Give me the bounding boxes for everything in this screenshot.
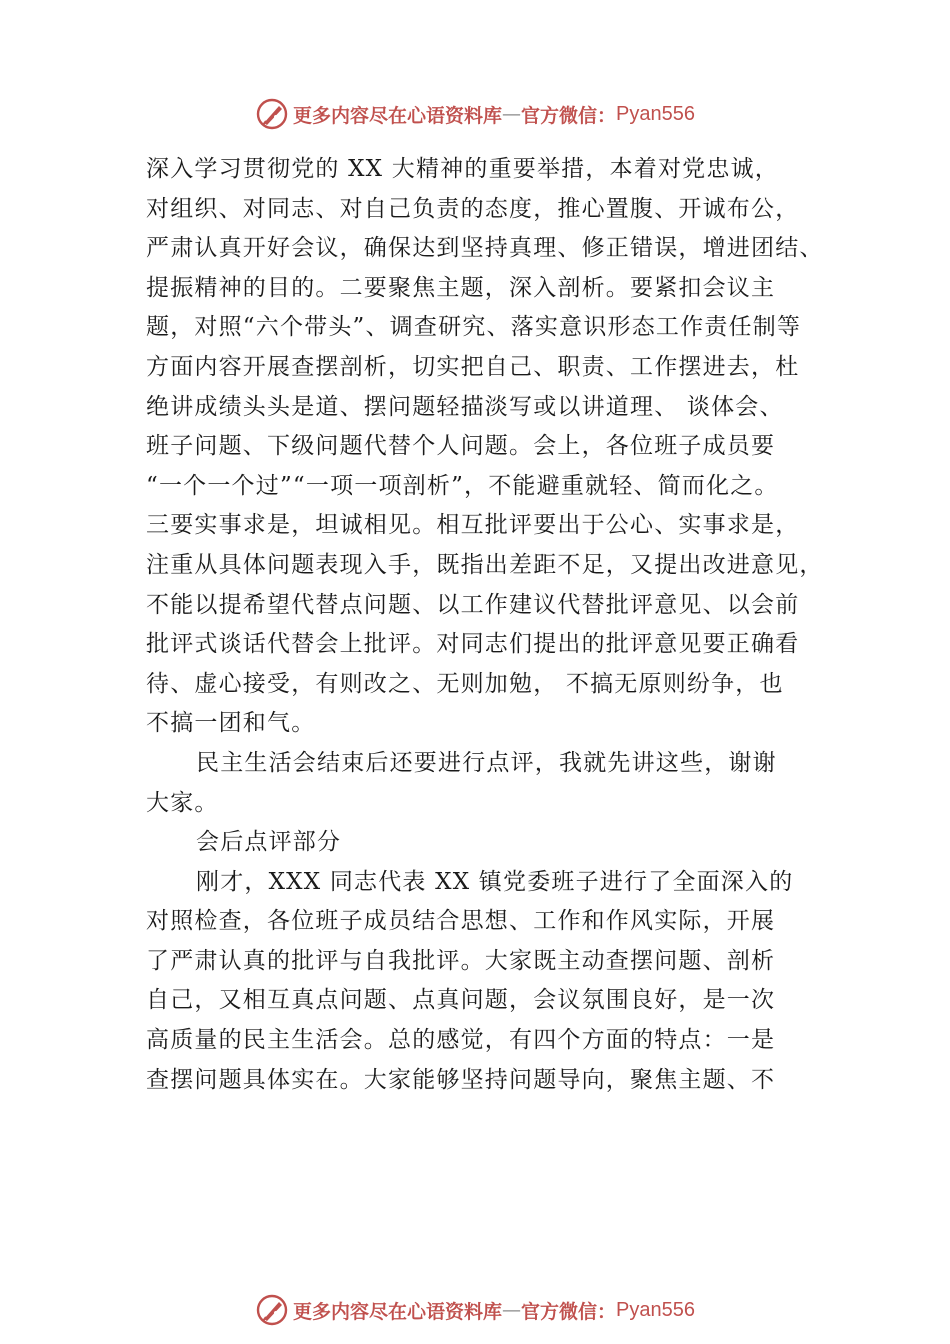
- paragraph-start-line: 刚才，XXX 同志代表 XX 镇党委班子进行了全面深入的: [196, 868, 794, 895]
- text-line: 提振精神的目的。二要聚焦主题，深入剖析。要紧扣会议主: [146, 274, 776, 301]
- text-line: 不搞一团和气。: [146, 710, 316, 737]
- watermark-label: 官方微信：: [521, 1300, 617, 1323]
- watermark-separator: —: [502, 103, 522, 125]
- document-body: [146, 150, 836, 1100]
- footer-watermark: [0, 1290, 950, 1330]
- watermark-site-text: 更多内容尽在心语资料库: [293, 1300, 503, 1323]
- text-line: 三要实事求是，坦诚相见。相互批评要出于公心、实事求是，: [146, 512, 800, 539]
- watermark-account: Pyan556: [616, 1298, 695, 1321]
- text-line: 对组织、对同志、对自己负责的态度，推心置腹、开诚布公，: [146, 195, 800, 222]
- text-line: 班子问题、下级问题代替个人问题。会上，各位班子成员要: [146, 433, 776, 460]
- text-line: 自己，又相互真点问题、点真问题，会议氛围良好，是一次: [146, 987, 776, 1014]
- paragraph-start-line: 民主生活会结束后还要进行点评，我就先讲这些，谢谢: [196, 749, 777, 776]
- text-line: “一个一个过”“一项一项剖析”，不能避重就轻、简而化之。: [146, 472, 779, 499]
- text-line: 了严肃认真的批评与自我批评。大家既主动查摆问题、剖析: [146, 947, 776, 974]
- watermark-label: 官方微信：: [521, 104, 617, 127]
- text-line: 大家。: [146, 789, 219, 816]
- watermark-account: Pyan556: [616, 102, 695, 125]
- text-line: 严肃认真开好会议，确保达到坚持真理、修正错误，增进团结、: [146, 235, 824, 262]
- text-line: 注重从具体问题表现入手，既指出差距不足，又提出改进意见，: [146, 551, 824, 578]
- text-line: 绝讲成绩头头是道、摆问题轻描淡写或以讲道理、 谈体会、: [146, 393, 784, 420]
- text-line: 待、虚心接受，有则改之、无则加勉， 不搞无原则纷争，也: [146, 670, 784, 697]
- quill-seal-icon: [255, 97, 289, 131]
- text-line: 深入学习贯彻党的 XX 大精神的重要举措，本着对党忠诚，: [146, 156, 779, 182]
- text-line: 方面内容开展查摆剖析，切实把自己、职责、工作摆进去，杜: [146, 353, 800, 380]
- text-line: 不能以提希望代替点问题、以工作建议代替批评意见、以会前: [146, 591, 800, 618]
- text-line: 查摆问题具体实在。大家能够坚持问题导向，聚焦主题、不: [146, 1066, 776, 1093]
- text-line: 题，对照“六个带头”、调查研究、落实意识形态工作责任制等: [146, 314, 802, 341]
- header-watermark: [0, 94, 950, 134]
- text-line: 高质量的民主生活会。总的感觉，有四个方面的特点：一是: [146, 1027, 776, 1054]
- quill-seal-icon: [255, 1293, 289, 1327]
- section-heading: 会后点评部分: [196, 829, 342, 856]
- watermark-separator: —: [502, 1299, 522, 1321]
- text-line: 批评式谈话代替会上批评。对同志们提出的批评意见要正确看: [146, 631, 800, 658]
- watermark-site-text: 更多内容尽在心语资料库: [293, 104, 503, 127]
- text-line: 对照检查，各位班子成员结合思想、工作和作风实际，开展: [146, 908, 776, 935]
